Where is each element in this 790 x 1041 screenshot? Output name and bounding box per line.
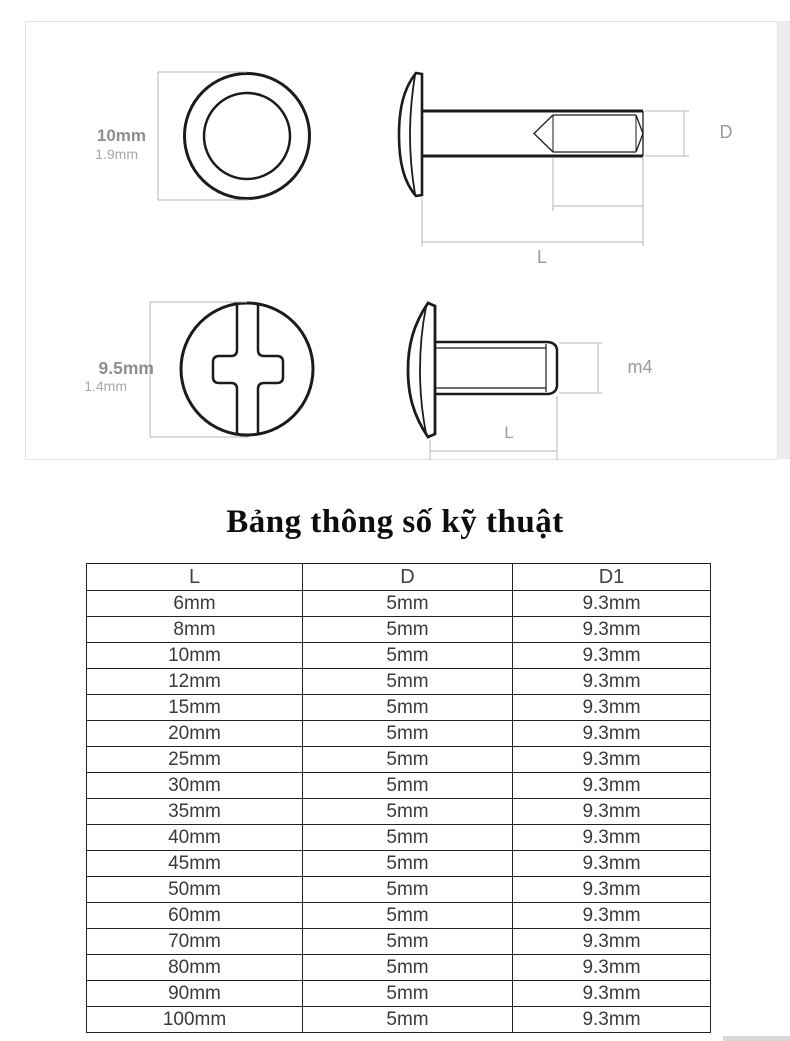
table-cell: 10mm	[87, 643, 303, 669]
table-cell: 30mm	[87, 773, 303, 799]
spec-table	[86, 563, 711, 1033]
table-row	[87, 929, 711, 955]
table-cell: 5mm	[303, 825, 513, 851]
internal-thread-lines	[534, 115, 643, 152]
table-cell: 5mm	[303, 669, 513, 695]
table-cell: 9.3mm	[513, 903, 711, 929]
table-cell: 9.3mm	[513, 591, 711, 617]
table-cell: 8mm	[87, 617, 303, 643]
table-row	[87, 643, 711, 669]
table-cell: 20mm	[87, 721, 303, 747]
table-cell: 40mm	[87, 825, 303, 851]
table-row	[87, 981, 711, 1007]
table-cell: 45mm	[87, 851, 303, 877]
table-cell: 6mm	[87, 591, 303, 617]
table-header-row	[87, 564, 711, 591]
table-cell: 5mm	[303, 955, 513, 981]
barrel-side-view	[399, 73, 689, 246]
table-cell: 9.3mm	[513, 747, 711, 773]
table-row	[87, 591, 711, 617]
table-cell: 60mm	[87, 903, 303, 929]
ring-secondary-dim-label: 1.9mm	[95, 146, 138, 162]
table-row	[87, 695, 711, 721]
spec-table-title: Bảng thông số kỹ thuật	[226, 504, 564, 540]
phillips-front-view	[150, 302, 313, 437]
table-cell: 5mm	[303, 981, 513, 1007]
table-row	[87, 669, 711, 695]
barrel-head-inner-line	[410, 75, 415, 194]
table-cell: 5mm	[303, 877, 513, 903]
table-cell: 70mm	[87, 929, 303, 955]
table-cell: 35mm	[87, 799, 303, 825]
table-cell: 12mm	[87, 669, 303, 695]
barrel-diameter-label: D	[719, 122, 733, 142]
table-header-l: L	[87, 564, 303, 591]
ring-inner-circle	[204, 93, 290, 179]
table-cell: 9.3mm	[513, 799, 711, 825]
table-cell: 5mm	[303, 695, 513, 721]
table-cell: 9.3mm	[513, 877, 711, 903]
table-cell: 9.3mm	[513, 643, 711, 669]
table-cell: 9.3mm	[513, 851, 711, 877]
table-cell: 5mm	[303, 903, 513, 929]
table-row	[87, 1007, 711, 1033]
phillips-secondary-dim-label: 1.4mm	[84, 378, 127, 394]
table-header-d1: D1	[513, 564, 711, 591]
table-cell: 5mm	[303, 773, 513, 799]
table-row	[87, 721, 711, 747]
table-cell: 9.3mm	[513, 981, 711, 1007]
table-cell: 5mm	[303, 721, 513, 747]
table-row	[87, 773, 711, 799]
table-cell: 9.3mm	[513, 721, 711, 747]
table-cell: 25mm	[87, 747, 303, 773]
table-cell: 9.3mm	[513, 669, 711, 695]
technical-drawing	[0, 0, 790, 470]
table-cell: 9.3mm	[513, 695, 711, 721]
table-cell: 9.3mm	[513, 1007, 711, 1033]
table-cell: 5mm	[303, 799, 513, 825]
phillips-primary-dim-label: 9.5mm	[98, 358, 154, 378]
table-cell: 5mm	[303, 591, 513, 617]
spec-table-body	[87, 591, 711, 1033]
table-header-d: D	[303, 564, 513, 591]
table-row	[87, 747, 711, 773]
table-cell: 5mm	[303, 617, 513, 643]
table-cell: 9.3mm	[513, 825, 711, 851]
table-cell: 5mm	[303, 747, 513, 773]
ring-front-view	[158, 72, 310, 200]
table-cell: 5mm	[303, 851, 513, 877]
table-cell: 15mm	[87, 695, 303, 721]
table-row	[87, 799, 711, 825]
table-cell: 9.3mm	[513, 617, 711, 643]
screw-head-inner-line	[420, 307, 426, 433]
phillips-cross-left	[213, 304, 237, 435]
table-row	[87, 903, 711, 929]
table-cell: 5mm	[303, 1007, 513, 1033]
table-cell: 90mm	[87, 981, 303, 1007]
table-row	[87, 825, 711, 851]
table-cell: 9.3mm	[513, 955, 711, 981]
table-cell: 100mm	[87, 1007, 303, 1033]
table-cell: 5mm	[303, 929, 513, 955]
table-cell: 9.3mm	[513, 773, 711, 799]
table-cell: 80mm	[87, 955, 303, 981]
barrel-length-label: L	[536, 247, 547, 267]
phillips-cross-right	[258, 304, 283, 435]
next-photo-top-edge	[723, 1036, 790, 1041]
table-row	[87, 877, 711, 903]
phillips-head-circle	[181, 303, 313, 435]
ring-primary-dim-label: 10mm	[96, 126, 146, 145]
table-row	[87, 955, 711, 981]
table-cell: 50mm	[87, 877, 303, 903]
table-cell: 9.3mm	[513, 929, 711, 955]
table-row	[87, 617, 711, 643]
table-cell: 5mm	[303, 643, 513, 669]
screw-thread-label: m4	[627, 357, 653, 377]
screw-length-label: L	[504, 423, 514, 442]
table-row	[87, 851, 711, 877]
screw-shaft-outline	[435, 342, 557, 394]
screw-head-outline	[408, 303, 435, 437]
